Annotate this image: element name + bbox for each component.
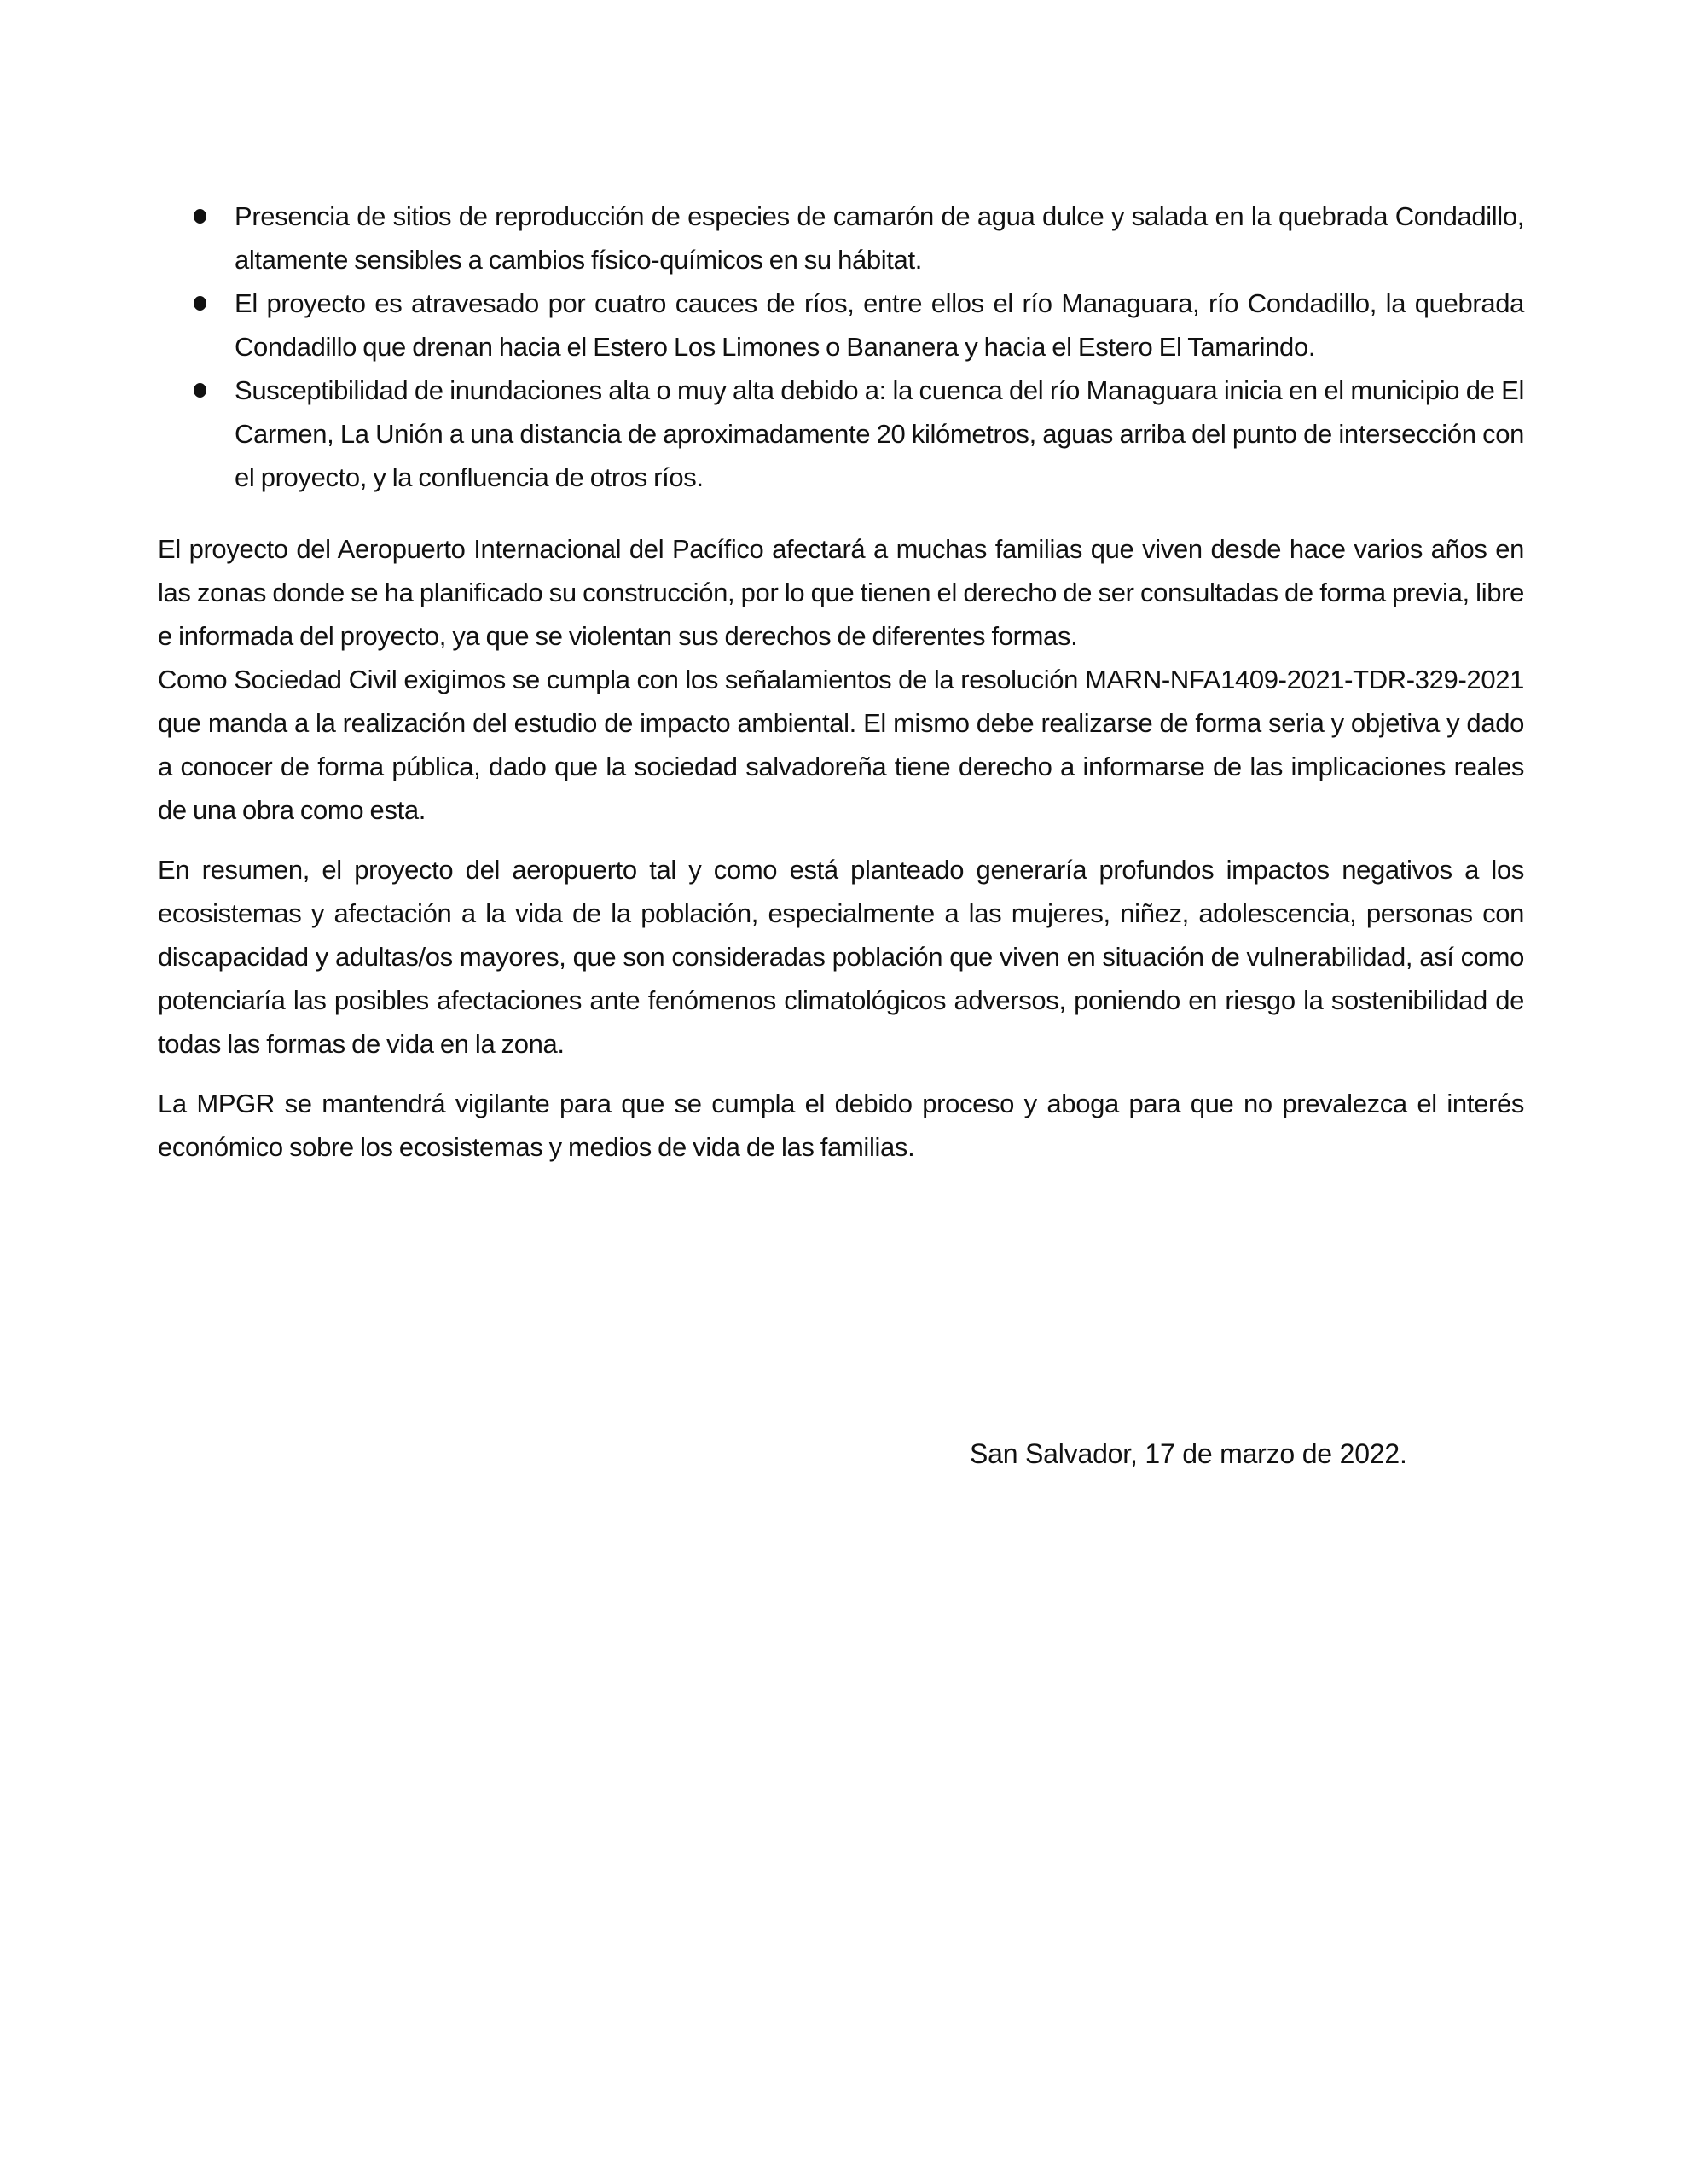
paragraph-families: El proyecto del Aeropuerto Internacional del Pacífico afectará a muchas familias que viven desde hace varios años en las zonas donde se ha planificado su construcción, por lo que tienen el derecho de ser consultadas de forma previa, libre e informada del proyecto, ya que se violentan sus derechos de diferentes formas. <box>158 534 1524 651</box>
bullet-text: Susceptibilidad de inundaciones alta o muy alta debido a: la cuenca del río Managuara inicia en el municipio de El Carmen, La Unión a una distancia de aproximadamente 20 kilómetros, aguas arriba del punto de intersección con el proyecto, y la confluencia de otros ríos. <box>235 375 1524 492</box>
bullet-text: Presencia de sitios de reproducción de especies de camarón de agua dulce y salada en la quebrada Condadillo, altamente sensibles a cambios físico-químicos en su hábitat. <box>235 201 1524 275</box>
paragraph-summary: En resumen, el proyecto del aeropuerto tal y como está planteado generaría profundos impactos negativos a los ecosistemas y afectación a la vida de la población, especialmente a las mujeres, niñez, adolescencia, personas con discapacidad y adultas/os mayores, que son consideradas población que viven en situación de vulnerabilidad, así como potenciaría las posibles afectaciones ante fenómenos climatológicos adversos, poniendo en riesgo la sostenibilidad de todas las formas de vida en la zona. <box>158 855 1524 1059</box>
bullet-icon <box>194 296 206 311</box>
impact-bullet-list <box>158 195 1524 499</box>
bullet-item-river-channels <box>158 282 1524 369</box>
bullet-item-shrimp-habitat <box>158 195 1524 282</box>
place-and-date: San Salvador, 17 de marzo de 2022. <box>970 1438 1407 1469</box>
document-body <box>158 195 1524 1169</box>
bullet-text: El proyecto es atravesado por cuatro cauces de ríos, entre ellos el río Managuara, río Condadillo, la quebrada Condadillo que drenan hacia el Estero Los Limones o Bananera y hacia el Estero El Tamarindo. <box>235 288 1524 362</box>
paragraph-civil-society: Como Sociedad Civil exigimos se cumpla con los señalamientos de la resolución MARN-NFA1409-2021-TDR-329-2021 que manda a la realización del estudio de impacto ambiental. El mismo debe realizarse de forma seria y objetiva y dado a conocer de forma pública, dado que la sociedad salvadoreña tiene derecho a informarse de las implicaciones reales de una obra como esta. <box>158 665 1524 825</box>
bullet-icon <box>194 209 206 224</box>
paragraph-closing: La MPGR se mantendrá vigilante para que se cumpla el debido proceso y aboga para que no prevalezca el interés económico sobre los ecosistemas y medios de vida de las familias. <box>158 1089 1524 1162</box>
bullet-item-flood-susceptibility <box>158 369 1524 499</box>
bullet-icon <box>194 383 206 398</box>
